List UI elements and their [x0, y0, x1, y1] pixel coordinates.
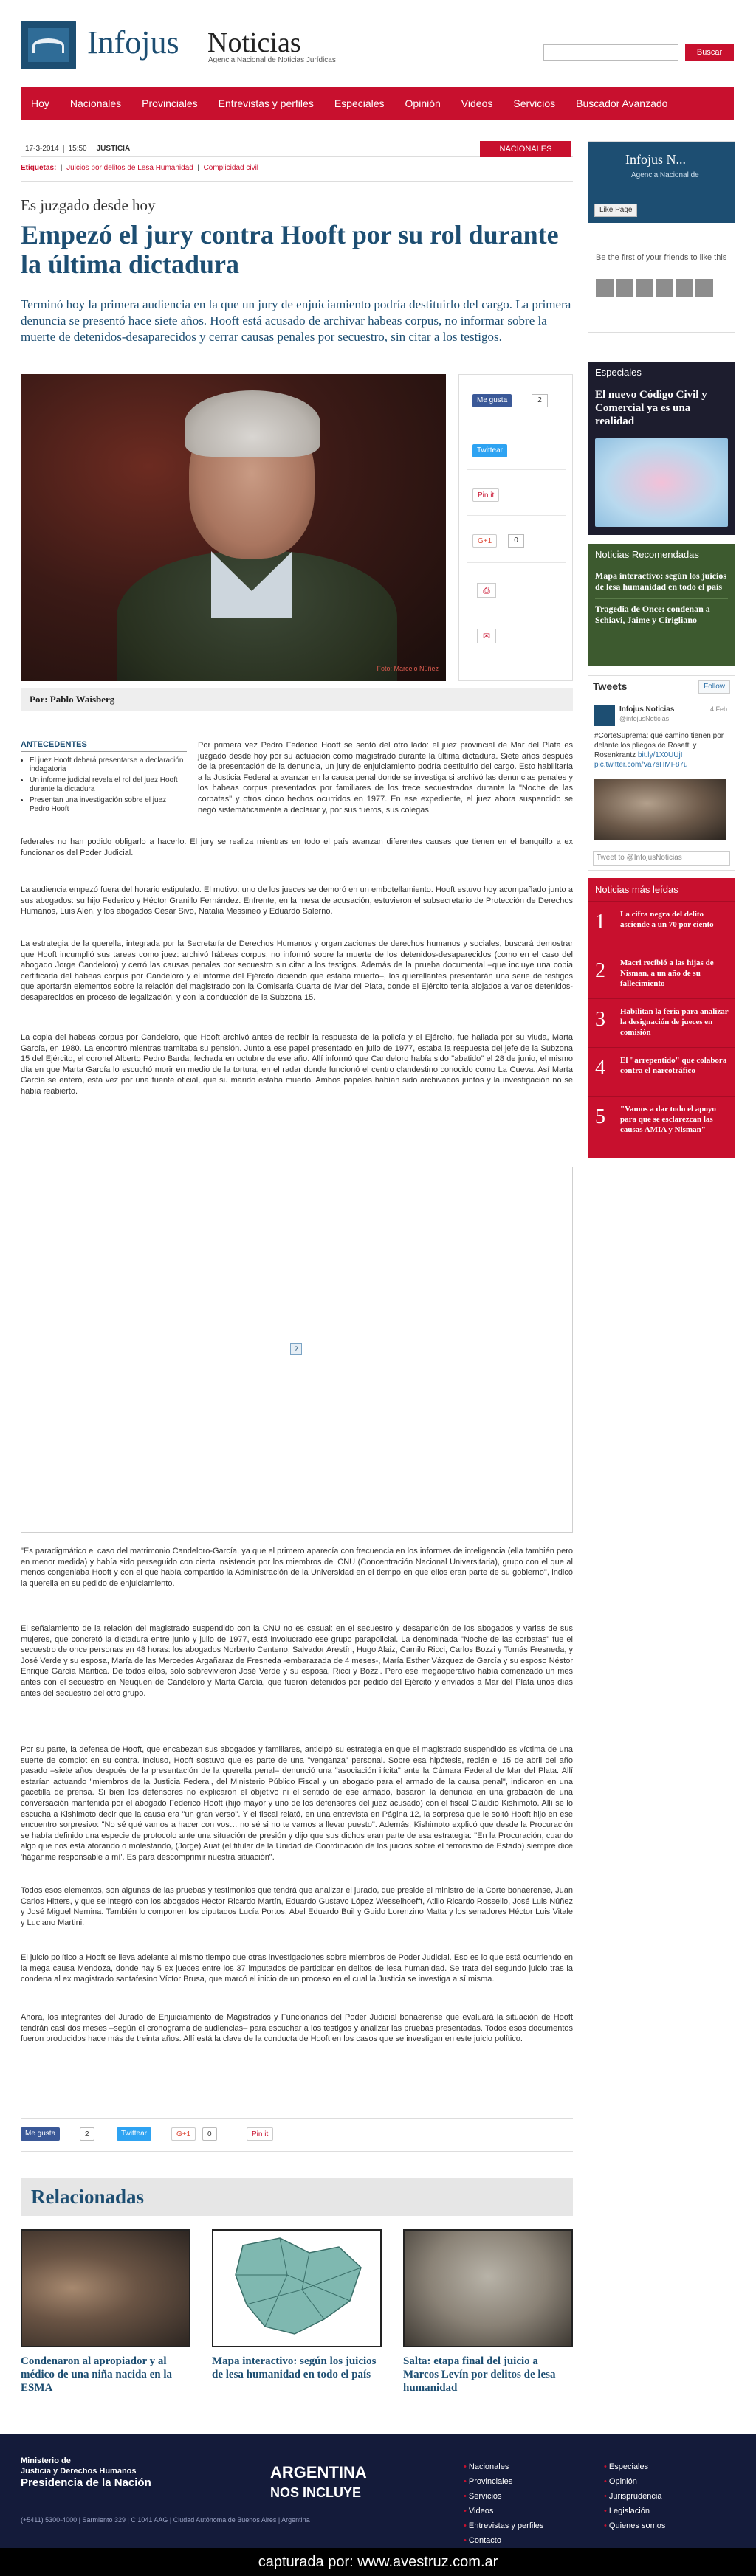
tweet-link[interactable]: bit.ly/1X0UUjI pic.twitter.com/Va7sHMF87u — [594, 751, 688, 769]
article-paragraph: federales no han podido obligarlo a hacerlo. El jury se realiza mientras en todo el país avanzan diferentes causas que tienen en el banquillo a ex funcionarios del Poder Judicial. — [21, 838, 573, 857]
mas-leidas-block — [588, 878, 735, 1158]
mas-leida-link[interactable]: La cifra negra del delito asciende a un 70 por ciento — [620, 910, 714, 929]
google-plus-count: 0 — [202, 2127, 217, 2141]
infojus-logo-icon[interactable] — [21, 21, 76, 69]
recomendadas-header: Noticias Recomendadas — [588, 544, 735, 566]
facebook-like-button[interactable]: Me gusta — [472, 394, 512, 407]
pinterest-button[interactable]: Pin it — [472, 488, 499, 502]
article-author: Por: Pablo Waisberg — [21, 688, 573, 711]
avatar[interactable] — [636, 279, 653, 297]
tag-link[interactable]: Complicidad civil — [203, 164, 259, 172]
mas-leida-link[interactable]: Habilitan la feria para analizar la designación de jueces en comisión — [620, 1007, 729, 1037]
footer-link[interactable]: • Contacto — [464, 2533, 543, 2548]
rank-number: 1 — [595, 911, 605, 933]
article-paragraph: La audiencia empezó fuera del horario estipulado. El motivo: uno de los jueces se demoró en un embotellamiento. Hooft estuvo hoy acompañado junto a sus abogados: su hijo Federico y Héctor Granillo Fernández. Enfrente, en la mesa de acusación, estuvieron el subsecretario de Protección de Derechos Humanos, Luis Alén, y los abogados César Sivo, Natalia Messineo y Eduardo Salerno. — [21, 885, 573, 916]
rank-number: 2 — [595, 959, 605, 982]
related-image[interactable] — [21, 2229, 190, 2347]
mas-leida-link[interactable]: "Vamos a dar todo el apoyo para que se esclarezcan las causas AMIA y Nisman" — [620, 1105, 716, 1134]
article-paragraph: Ahora, los integrantes del Jurado de Enjuiciamiento de Magistrados y Funcionarios del Poder Judicial bonaerense que evaluará la situación de Hooft tendrán casi dos meses –según el cronograma de audiencias– para escuchar a los testigos y analizar las pruebas presentadas. Todos esos documentos fueron producidos hace más de treinta años. Allí está la clave de la conducta de Hooft en los casos que se investigan en este juicio político. — [21, 2013, 573, 2044]
related-headline[interactable]: Condenaron al apropiador y al médico de una niña nacida en la ESMA — [21, 2355, 173, 2394]
facebook-like-count: 2 — [532, 394, 548, 407]
list-item[interactable] — [588, 999, 735, 1048]
rank-number: 4 — [595, 1057, 605, 1080]
presidency-name: Presidencia de la Nación — [21, 2476, 151, 2489]
related-card[interactable] — [21, 2229, 190, 2394]
antecedente-link[interactable]: • Un informe judicial revela el rol del juez Hooft durante la dictadura — [30, 776, 187, 794]
footer-link[interactable]: • Videos — [464, 2504, 543, 2518]
recomendada-link[interactable]: Tragedia de Once: condenan a Schiavi, Jaime y Cirigliano — [595, 604, 728, 632]
tweets-title: Tweets — [593, 680, 628, 692]
facebook-cover[interactable] — [588, 142, 735, 223]
related-map-image[interactable] — [212, 2229, 382, 2347]
tweet-text: #CorteSuprema: qué camino tienen por delante los pliegos de Rosatti y Rosenkrantz bit.ly/1X0UUjI pic.twitter.com/Va7sHMF87u — [594, 732, 724, 769]
related-title: Relacionadas — [21, 2178, 573, 2216]
footer-links-col-1 — [464, 2459, 543, 2548]
footer-link[interactable]: • Jurisprudencia — [604, 2489, 665, 2504]
tweet-author-name[interactable]: Infojus Noticias — [619, 705, 675, 714]
avatar[interactable] — [596, 279, 614, 297]
tweet-date: 4 Feb — [709, 705, 727, 713]
avatar[interactable] — [695, 279, 713, 297]
related-card[interactable] — [212, 2229, 382, 2381]
article-paragraph: El juicio político a Hooft se lleva adelante al mismo tiempo que otras investigaciones sobre miembros de Poder Judicial. Eso es lo que está ocurriendo en la mega causa Mendoza, donde hay 5 ex jueces entre los 37 imputados de participar en delitos de lesa humanidad. Se trata del segundo juicio tras la condena al ex magistrado santafesino Víctor Brusa, que marcó el inicio de un proceso en el cual la Justicia se investiga a sí misma. — [21, 1953, 573, 1984]
twitter-share-button[interactable]: Twittear — [472, 444, 507, 457]
rank-number: 5 — [595, 1105, 605, 1128]
nav-item-entrevistas[interactable]: Entrevistas y perfiles — [218, 97, 314, 109]
google-plus-button[interactable]: G+1 — [472, 534, 497, 548]
email-icon[interactable]: ✉ — [477, 629, 496, 643]
facebook-like-count: 2 — [80, 2127, 94, 2141]
divider — [21, 2118, 573, 2119]
logo-word-1[interactable]: Infojus — [87, 24, 179, 61]
avatar[interactable] — [676, 279, 693, 297]
nav-item-buscador[interactable]: Buscador Avanzado — [576, 97, 668, 109]
mas-leida-link[interactable]: Macri recibió a las hijas de Nisman, a un año de su fallecimiento — [620, 959, 714, 988]
print-icon[interactable]: ⎙ — [477, 583, 496, 598]
twitter-widget — [588, 675, 735, 871]
ministry-name: Ministerio de Justicia y Derechos Humanos — [21, 2456, 137, 2476]
article-paragraph: La estrategia de la querella, integrada por la Secretaría de Derechos Humanos y organizaciones de derechos humanos y sociales, buscará demostrar que Hooft incumplió sus tareas como juez: archivó hábeas corpus, no informó sobre la muerte de los detenidos-desaparecidos (como en el caso del abogado Jorge Candeloro) y cerró las causas penales por secuestro sin citar a los testigos. Además de la prueba documental –que incluye una copia certificada del habeas corpus por Candeloro y el informe del Ejército diciendo que estaba muerto–, los querellantes presentarán una serie de testigos que aportarán elementos sobre la relación del magistrado con la Comisaría Cuarta de Mar del Plata, donde el Ejército tenía alojados a varios detenidos-desaparecidos en proceso de legalización, y con la conducción de la Subzona 15. — [21, 939, 573, 1002]
embedded-video[interactable] — [21, 1167, 573, 1533]
logo-subtitle: Agencia Nacional de Noticias Jurídicas — [208, 56, 336, 64]
article-headline: Empezó el jury contra Hooft por su rol durante la última dictadura — [21, 220, 559, 279]
facebook-like-button[interactable]: Me gusta — [21, 2127, 60, 2141]
article-paragraph: "Es paradigmático el caso del matrimonio Candeloro-García, ya que el primero aparecía con frecuencia en los informes de inteligencia (ella también pero en menor medida) y había sido perseguido con cierta insistencia por los miembros del CNU (Concentración Nacional Universitaria), grupo con el que al menos congeniaba Hooft y con el que había compartido la Administración de la Universidad en el tiempo en que ellos eran parte de su gobierno", indicó la querella en su pedido de enjuiciamiento. — [21, 1547, 573, 1588]
search-button[interactable]: Buscar — [685, 44, 734, 61]
list-item[interactable] — [588, 1048, 735, 1097]
especiales-block — [588, 362, 735, 535]
plugin-placeholder-icon: ? — [290, 1343, 302, 1355]
antecedente-link[interactable]: • Presentan una investigación sobre el juez Pedro Hooft — [30, 796, 187, 814]
especiales-header[interactable]: Especiales — [588, 362, 735, 384]
share-row-bottom — [21, 2127, 573, 2142]
related-headline[interactable]: Salta: etapa final del juicio a Marcos Levín por delitos de lesa humanidad — [403, 2355, 556, 2394]
article-time: 15:50 — [63, 145, 92, 153]
pinterest-button[interactable]: Pin it — [247, 2127, 273, 2141]
google-plus-button[interactable]: G+1 — [171, 2127, 196, 2141]
article-lead: Terminó hoy la primera audiencia en la que un jury de enjuiciamiento podría destituirlo del cargo. La primera denuncia se presentó hace siete años. Hooft está acusado de archivar habeas corpus, no informar sobre la muerte de detenidos-desaparecidos y cerrar causas penales por secuestro, sin citar a los testigos. — [21, 297, 571, 344]
section-tag[interactable]: NACIONALES — [480, 141, 571, 157]
avatar[interactable] — [594, 705, 615, 726]
site-header — [0, 0, 756, 87]
facebook-faces — [596, 279, 713, 297]
article-paragraph: El señalamiento de la relación del magistrado suspendido con la CNU no es casual: en el secuestro y desaparición de los abogados y varias de sus mujeres, que concretó la dictadura entre junio y julio de 1977, está involucrado ese grupo parapolicial. La denominada "Noche de las corbatas" fue el secuestro de once personas en 48 horas: los abogados Norberto Centeno, Salvador Arestín, Hugo Alaiz, Camilo Ricci, Carlos Bozzi y Tomás Fresneda, y José Verde y su esposa, María de las Mercedes Argañaraz de Fresneda -embarazada de 4 meses-, María Esther Vázquez de García y su esposo Néstor Enrique García Mantica. De todos ellos, solo sobrevivieron José Verde y su esposa, Ricci y Bozzi. Pero ese megaoperativo había comenzado un mes antes con el secuestro en Neuquén de Candeloro y Marta García, que fueron detenidos por pedido del Ejército y enviados a Mar del Plata unos días antes del secuestro del otro grupo. — [21, 1624, 573, 1698]
footer-link[interactable]: • Quienes somos — [604, 2518, 665, 2533]
divider — [21, 2151, 573, 2152]
especiales-image[interactable] — [595, 438, 728, 527]
list-item[interactable] — [588, 1097, 735, 1145]
footer-link[interactable]: • Entrevistas y perfiles — [464, 2518, 543, 2533]
nav-item-especiales[interactable]: Especiales — [334, 97, 385, 109]
mas-leidas-header: Noticias más leídas — [588, 878, 735, 902]
footer-link[interactable]: • Legislación — [604, 2504, 665, 2518]
search-input[interactable] — [543, 44, 678, 61]
tags-label: Etiquetas: — [21, 164, 57, 172]
divider — [21, 181, 573, 182]
article-date: 17-3-2014 — [25, 145, 59, 153]
nav-item-nacionales[interactable]: Nacionales — [69, 97, 122, 109]
related-image[interactable] — [403, 2229, 573, 2347]
related-headline[interactable]: Mapa interactivo: según los juicios de lesa humanidad en todo el país — [212, 2355, 377, 2380]
facebook-page-name[interactable]: Infojus N... — [625, 152, 686, 167]
twitter-follow-button[interactable]: Follow — [698, 680, 730, 694]
main-nav — [21, 87, 734, 120]
antecedente-link[interactable]: • El juez Hooft deberá presentarse a declaración indagatoria — [30, 756, 187, 774]
article-photo — [21, 374, 446, 681]
site-footer — [0, 2434, 756, 2576]
list-item[interactable] — [588, 902, 735, 950]
facebook-page-widget — [588, 141, 735, 333]
article-paragraph: La copia del habeas corpus por Candeloro, que Hooft archivó antes de recibir la respuesta de la policía y el Ejército, fue hallada por su viuda, Marta García, en 1980. La encontró mientras tramitaba su pensión. Junto a ese papel presentado en julio de 1977, estaba la respuesta del jefe de la Subzona 15 del Ejército, el coronel Alberto Pedro Barda, fechada en octubre de ese año. Allí informó que Candeloro había sido "abatido" el 28 de junio, el mismo día en que Marta García lo escuchó morir en medio de la tortura, en el radar donde funcionó el centro clandestino conocido como La Cueva. Así Marta García se enteró, esta vez por una fuente oficial, que su marido estaba muerto. Ambos papeles habían sido archivados juntos y la investigación no se había reabierto. — [21, 1033, 573, 1096]
avatar[interactable] — [656, 279, 673, 297]
antecedentes-title: ANTECEDENTES — [21, 740, 187, 752]
article-paragraph: Por su parte, la defensa de Hooft, que encabezan sus abogados y familiares, anticipó su estrategia en que el magistrado suspendido es víctima de una suerte de complot en su contra. Incluso, Hooft sostuvo que es parte de una "venganza" personal. Sobre esa hipótesis, recién el 15 de abril del año pasado –siete años después de la presentación de la querella penal– denunció una "asociación ilícita" ante la Cámara Federal de Mar del Plata. Allí estarían actuando "miembros de la Justicia Federal, del Ministerio Público Fiscal y un abogado para el armado de la causa penal", indicaron en una gacetilla de prensa. Si bien los defensores no explicaron el objetivo ni el sentido de ese armado, basaron la denuncia en una grabación de una conversación mantenida por el abogado Federico Hooft (hijo mayor y uno de los defensores del juez acusado) con el fiscal Claudio Kishimoto. Allí se lo escucha a Kishimoto decir que la causa era "un gran verso". Y el fiscal relató, en una entrevista en Página 12, la sorpresa que le soltó Hooft hijo en ese encuentro sorpresivo: "No sé qué vamos a hacer con vos… no sé si no te vamos a llevar puesto". Además, Kishimoto explicó que desde la Procuración se había definido una especie de protocolo ante una situación de presión y dijo que sus dichos eran parte de esa estrategia: "En la Procuración, cuando algo que nos está atorando o molestando, (Jorge) Auat (el titular de la Unidad de Coordinación de los juicios sobre el terrorismo de Estado) siempre dice 'háganme responsable a mí'. Es para descomprimir nuestra situación". — [21, 1745, 573, 1862]
logo-word-2[interactable]: Noticias — [207, 27, 301, 58]
mas-leida-link[interactable]: El "arrepentido" que colabora contra el narcotráfico — [620, 1056, 727, 1075]
footer-address: (+5411) 5300-4000 | Sarmiento 329 | C 1041 AAG | Ciudad Autónoma de Buenos Aires | Argentina — [21, 2516, 310, 2524]
photo-credit: Foto: Marcelo Núñez — [377, 665, 439, 672]
tags-row: Etiquetas: | Juicios por delitos de Lesa Humanidad | Complicidad civil — [21, 164, 259, 172]
list-item[interactable] — [588, 950, 735, 999]
recomendada-link[interactable]: Mapa interactivo: según los juicios de lesa humanidad en todo el país — [595, 570, 728, 599]
tag-link[interactable]: Juicios por delitos de Lesa Humanidad — [66, 164, 193, 172]
nav-item-videos[interactable]: Videos — [461, 97, 493, 109]
capture-credit: capturada por: www.avestruz.com.ar — [0, 2548, 756, 2576]
footer-link[interactable]: • Servicios — [464, 2489, 543, 2504]
nav-item-provinciales[interactable]: Provinciales — [142, 97, 198, 109]
avatar[interactable] — [616, 279, 633, 297]
nav-item-hoy[interactable]: Hoy — [31, 97, 49, 109]
nav-item-opinion[interactable]: Opinión — [405, 97, 441, 109]
nav-item-servicios[interactable]: Servicios — [513, 97, 556, 109]
facebook-friends-text: Be the first of your friends to like this — [596, 253, 727, 262]
article-section[interactable]: JUSTICIA — [92, 145, 135, 153]
recomendadas-block — [588, 544, 735, 666]
twitter-share-button[interactable]: Twittear — [117, 2127, 151, 2141]
related-card[interactable] — [403, 2229, 573, 2394]
rank-number: 3 — [595, 1008, 605, 1031]
tweet-image[interactable] — [594, 779, 726, 840]
footer-link[interactable]: • Nacionales — [464, 2459, 543, 2474]
facebook-cover-sub: Agencia Nacional de — [631, 171, 699, 179]
footer-link[interactable]: • Especiales — [604, 2459, 665, 2474]
especiales-headline[interactable]: El nuevo Código Civil y Comercial ya es una realidad — [595, 389, 707, 427]
footer-links-col-2 — [604, 2459, 665, 2533]
facebook-like-page-button[interactable]: Like Page — [594, 204, 637, 217]
tweet-to-input[interactable]: Tweet to @InfojusNoticias — [593, 851, 730, 866]
footer-link[interactable]: • Opinión — [604, 2474, 665, 2489]
antecedentes-box — [21, 740, 187, 816]
tweet-author-handle[interactable]: @infojusNoticias — [619, 715, 670, 722]
article-paragraph: Todos esos elementos, son algunas de las pruebas y testimonios que tendrá que analizar el jurado, que preside el ministro de la Corte bonaerense, Juan Carlos Hitters, y que se integró con los abogados Héctor Ricardo Martín, Eduardo Gustavo López Wesselhoefft, Atilio Ricardo Rossello, José Luis Núñez y José Miguel Nemina. También lo componen los diputados Lucía Portos, Abel Eduardo Buil y Guido Lorenzino Matta y los senadores Héctor Luis Vitale y Luciano Martini. — [21, 1886, 573, 1927]
google-plus-count: 0 — [508, 534, 524, 548]
share-panel — [458, 374, 573, 681]
article-paragraph: Por primera vez Pedro Federico Hooft se sentó del otro lado: el juez provincial de Mar del Plata es juzgado desde hoy por su actuación como magistrado durante la última dictadura. Siete años después de la presentación de la denuncia, un jury de enjuiciamiento podría destituirlo del cargo. Esto habilitaría a la Justicia Federal a avanzar en la causa penal donde se investiga si archivó las denuncias penales y los habeas corpus presentados por familiares de los trece secuestrados durante la "Noche de las corbatas" y otros cinco hechos ocurridos en 1977. En ese expediente, el juez ahora suspendido se negó sistemáticamente a declarar y, por sus fueros, sus colegas — [198, 741, 573, 815]
footer-slogan-2: NOS INCLUYE — [270, 2485, 362, 2500]
footer-slogan-1: ARGENTINA — [270, 2463, 367, 2482]
footer-link[interactable]: • Provinciales — [464, 2474, 543, 2489]
article-kicker: Es juzgado desde hoy — [21, 196, 156, 214]
